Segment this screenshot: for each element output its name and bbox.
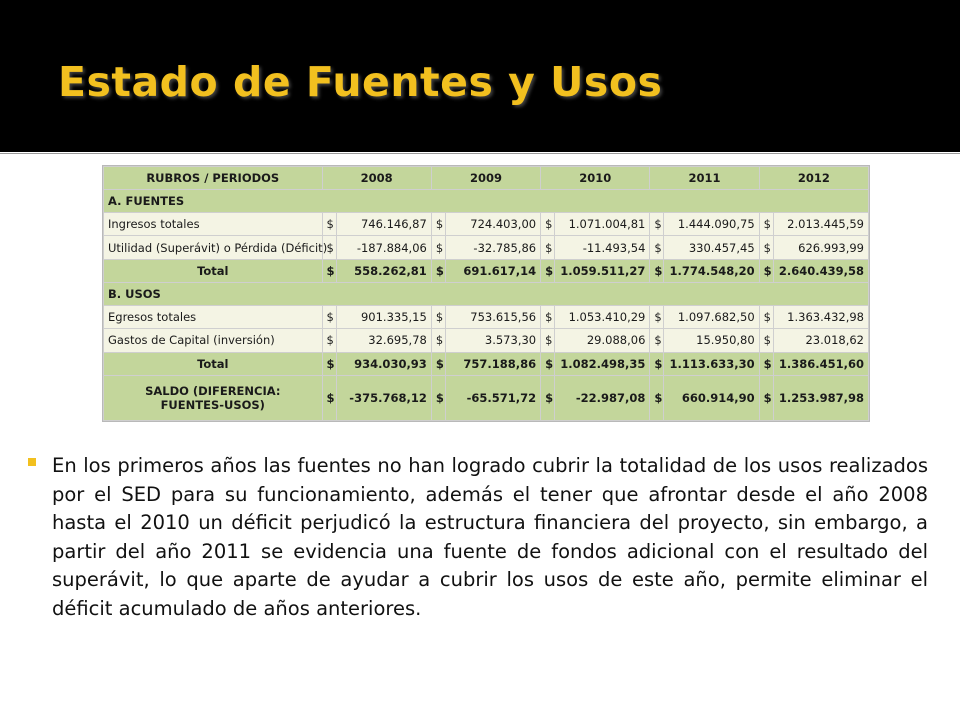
cell-value: -22.987,08 [555, 376, 650, 421]
cell-value: 15.950,80 [664, 329, 759, 352]
cell-value: 2.013.445,59 [773, 212, 868, 235]
cell-value: 901.335,15 [336, 305, 431, 328]
header-year: 2012 [759, 167, 868, 190]
saldo-label [104, 376, 323, 421]
currency-symbol: $ [759, 305, 773, 328]
header-rubros: RUBROS / PERIODOS [104, 167, 323, 190]
currency-symbol: $ [541, 352, 555, 375]
row-label: Ingresos totales [104, 212, 323, 235]
currency-symbol: $ [322, 259, 336, 282]
currency-symbol: $ [759, 236, 773, 259]
cell-value: 660.914,90 [664, 376, 759, 421]
currency-symbol: $ [541, 305, 555, 328]
currency-symbol: $ [322, 352, 336, 375]
currency-symbol: $ [541, 236, 555, 259]
cell-value: 1.071.004,81 [555, 212, 650, 235]
square-bullet-icon [28, 458, 36, 466]
cell-value: 1.363.432,98 [773, 305, 868, 328]
currency-symbol: $ [759, 212, 773, 235]
cell-value: 1.774.548,20 [664, 259, 759, 282]
section-label: A. FUENTES [104, 190, 869, 212]
currency-symbol: $ [541, 212, 555, 235]
currency-symbol: $ [541, 376, 555, 421]
table-row [104, 305, 869, 328]
table-row [104, 236, 869, 259]
header-year: 2010 [541, 167, 650, 190]
slide-title: Estado de Fuentes y Usos [58, 58, 663, 106]
currency-symbol: $ [322, 305, 336, 328]
row-label: Total [104, 352, 323, 375]
currency-symbol: $ [541, 259, 555, 282]
table-header-row [104, 167, 869, 190]
currency-symbol: $ [431, 352, 445, 375]
cell-value: 23.018,62 [773, 329, 868, 352]
cell-value: 691.617,14 [445, 259, 540, 282]
total-row-usos [104, 352, 869, 375]
currency-symbol: $ [759, 259, 773, 282]
table-row [104, 212, 869, 235]
cell-value: -375.768,12 [336, 376, 431, 421]
cell-value: 29.088,06 [555, 329, 650, 352]
currency-symbol: $ [650, 259, 664, 282]
row-label: Egresos totales [104, 305, 323, 328]
section-row-fuentes [104, 190, 869, 212]
cell-value: 1.053.410,29 [555, 305, 650, 328]
saldo-row [104, 376, 869, 421]
cell-value: 626.993,99 [773, 236, 868, 259]
currency-symbol: $ [431, 259, 445, 282]
cell-value: -11.493,54 [555, 236, 650, 259]
currency-symbol: $ [431, 305, 445, 328]
cell-value: 1.082.498,35 [555, 352, 650, 375]
title-divider [0, 150, 960, 156]
currency-symbol: $ [650, 376, 664, 421]
currency-symbol: $ [322, 376, 336, 421]
currency-symbol: $ [322, 236, 336, 259]
table-row [104, 329, 869, 352]
section-label: B. USOS [104, 283, 869, 305]
currency-symbol: $ [322, 212, 336, 235]
currency-symbol: $ [431, 376, 445, 421]
title-bar [0, 0, 960, 150]
cell-value: 1.253.987,98 [773, 376, 868, 421]
cell-value: 1.097.682,50 [664, 305, 759, 328]
cell-value: 3.573,30 [445, 329, 540, 352]
cell-value: 757.188,86 [445, 352, 540, 375]
cell-value: 746.146,87 [336, 212, 431, 235]
fuentes-usos-table [103, 166, 869, 421]
row-label: Gastos de Capital (inversión) [104, 329, 323, 352]
currency-symbol: $ [650, 236, 664, 259]
section-row-usos [104, 283, 869, 305]
saldo-label-line1: SALDO (DIFERENCIA: [145, 384, 281, 399]
cell-value: 934.030,93 [336, 352, 431, 375]
currency-symbol: $ [650, 329, 664, 352]
currency-symbol: $ [759, 352, 773, 375]
cell-value: -65.571,72 [445, 376, 540, 421]
cell-value: 1.386.451,60 [773, 352, 868, 375]
cell-value: 32.695,78 [336, 329, 431, 352]
row-label: Total [104, 259, 323, 282]
row-label: Utilidad (Superávit) o Pérdida (Déficit) [104, 236, 323, 259]
currency-symbol: $ [431, 236, 445, 259]
header-year: 2011 [650, 167, 759, 190]
total-row-fuentes [104, 259, 869, 282]
cell-value: 1.059.511,27 [555, 259, 650, 282]
header-year: 2009 [431, 167, 540, 190]
bullet-text: En los primeros años las fuentes no han logrado cubrir la totalidad de los usos realizados por el SED para su funcionamiento, además el tener que afrontar desde el año 2008 hasta el 2010 un déficit perjudicó la estructura financiera del proyecto, sin embargo, a partir del año 2011 se evidencia una fuente de fondos adicional con el resultado del superávit, lo que aparte de ayudar a cubrir los usos de este año, permite eliminar el déficit acumulado de años anteriores. [52, 454, 928, 620]
cell-value: 753.615,56 [445, 305, 540, 328]
currency-symbol: $ [541, 329, 555, 352]
cell-value: 724.403,00 [445, 212, 540, 235]
currency-symbol: $ [431, 329, 445, 352]
currency-symbol: $ [650, 212, 664, 235]
currency-symbol: $ [759, 329, 773, 352]
cell-value: -187.884,06 [336, 236, 431, 259]
cell-value: 1.444.090,75 [664, 212, 759, 235]
cell-value: 330.457,45 [664, 236, 759, 259]
cell-value: 1.113.633,30 [664, 352, 759, 375]
header-year: 2008 [322, 167, 431, 190]
currency-symbol: $ [650, 305, 664, 328]
saldo-label-line2: FUENTES-USOS) [160, 398, 265, 413]
currency-symbol: $ [650, 352, 664, 375]
cell-value: 2.640.439,58 [773, 259, 868, 282]
currency-symbol: $ [431, 212, 445, 235]
cell-value: 558.262,81 [336, 259, 431, 282]
currency-symbol: $ [759, 376, 773, 421]
bullet-item [28, 452, 928, 623]
fuentes-usos-table-image [102, 165, 870, 422]
cell-value: -32.785,86 [445, 236, 540, 259]
currency-symbol: $ [322, 329, 336, 352]
